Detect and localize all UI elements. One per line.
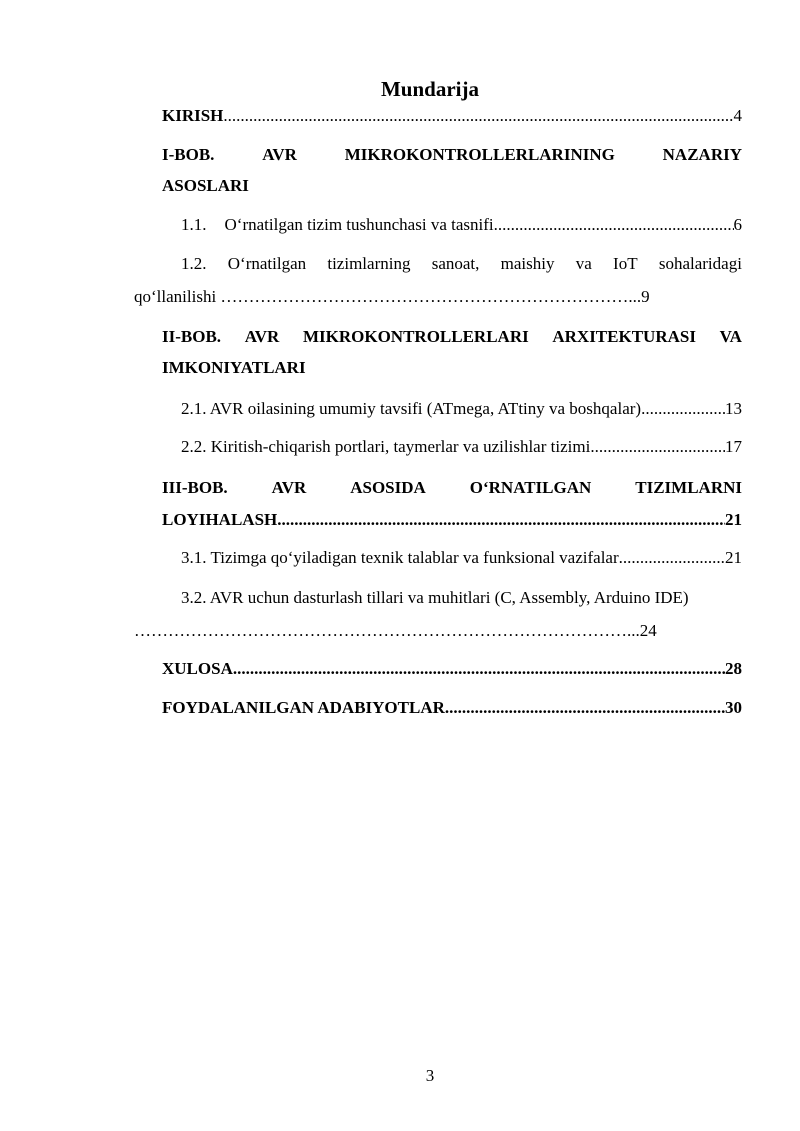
dot-leader	[619, 548, 725, 568]
toc-entry-2-2[interactable]	[181, 437, 742, 457]
toc-entry-1-1[interactable]	[181, 215, 742, 235]
chapter-word: ARXITEKTURASI	[552, 327, 696, 346]
dot-leader	[590, 437, 725, 457]
toc-page-number: 30	[725, 698, 742, 717]
chapter-word: ASOSIDA	[350, 478, 426, 497]
toc-entry-title: KIRISH	[162, 106, 224, 125]
dot-leader	[641, 399, 725, 419]
entry-word: sanoat,	[431, 254, 480, 273]
page-number: 3	[425, 1066, 435, 1085]
chapter-word: VA	[719, 327, 742, 346]
toc-chapter-2[interactable]	[162, 327, 742, 347]
toc-entry-title: O‘rnatilgan tizim tushunchasi va tasnifi	[224, 215, 494, 234]
chapter-word: II-BOB.	[162, 327, 222, 346]
toc-page-number: 4	[733, 106, 742, 125]
dot-leader	[223, 106, 733, 126]
toc-entry-2-1[interactable]	[181, 399, 742, 419]
chapter-word: O‘RNATILGAN	[469, 478, 592, 497]
toc-entry-title: 2.1. AVR oilasining umumiy tavsifi (ATmega, ATtiny va boshqalar)	[181, 399, 642, 418]
chapter-word: MIKROKONTROLLERLARINING	[344, 145, 615, 164]
entry-word: 1.2.	[181, 254, 207, 273]
toc-chapter-1-line2: ASOSLARI	[162, 176, 249, 195]
toc-entry-adabiyotlar[interactable]	[162, 698, 742, 718]
toc-entry-3-1[interactable]	[181, 548, 742, 568]
chapter-word: AVR	[262, 145, 297, 164]
entry-word: IoT	[613, 254, 638, 273]
entry-word: maishiy	[500, 254, 555, 273]
toc-chapter-3[interactable]	[162, 478, 742, 498]
dot-leader	[445, 698, 725, 718]
chapter-word: TIZIMLARNI	[635, 478, 742, 497]
toc-entry-3-2-line2: ……………………………………………………………………………...24	[134, 621, 657, 640]
toc-chapter-3-line2[interactable]	[162, 510, 742, 530]
toc-page-number: 21	[725, 548, 742, 567]
toc-entry-1-2[interactable]	[181, 254, 742, 274]
toc-entry-kirish[interactable]	[162, 106, 742, 126]
toc-entry-title: FOYDALANILGAN ADABIYOTLAR	[162, 698, 445, 717]
toc-entry-3-2[interactable]: 3.2. AVR uchun dasturlash tillari va muhitlari (C, Assembly, Arduino IDE)	[181, 588, 689, 607]
section-number: 1.1.	[181, 215, 207, 234]
chapter-word: AVR	[271, 478, 307, 497]
dot-leader	[277, 510, 725, 530]
toc-chapter-2-line2: IMKONIYATLARI	[162, 358, 306, 377]
toc-page-number: 21	[725, 510, 742, 529]
chapter-word: AVR	[244, 327, 280, 346]
chapter-word: III-BOB.	[162, 478, 228, 497]
entry-word: va	[575, 254, 592, 273]
toc-entry-title: 3.1. Tizimga qo‘yiladigan texnik talablar va funksional vazifalar	[181, 548, 619, 567]
entry-word: sohalaridagi	[658, 254, 742, 273]
toc-chapter-1[interactable]	[162, 145, 742, 165]
entry-word: tizimlarning	[327, 254, 411, 273]
dot-leader	[233, 659, 725, 679]
toc-page-number: 6	[733, 215, 742, 234]
toc-entry-title: XULOSA	[162, 659, 233, 678]
chapter-word: I-BOB.	[162, 145, 215, 164]
toc-entry-title: LOYIHALASH	[162, 510, 278, 529]
chapter-word: NAZARIY	[662, 145, 742, 164]
entry-word: O‘rnatilgan	[227, 254, 307, 273]
toc-page-number: 13	[725, 399, 742, 418]
dot-leader	[494, 215, 734, 235]
toc-page-number: 28	[725, 659, 742, 678]
toc-entry-xulosa[interactable]	[162, 659, 742, 679]
toc-page-number: 17	[725, 437, 742, 456]
page-title: Mundarija	[380, 77, 479, 101]
toc-entry-title: 2.2. Kiritish-chiqarish portlari, taymerlar va uzilishlar tizimi	[181, 437, 591, 456]
chapter-word: MIKROKONTROLLERLARI	[302, 327, 529, 346]
toc-entry-1-2-line2: qo‘llanilishi ………………………………………………………………...9	[134, 287, 650, 306]
